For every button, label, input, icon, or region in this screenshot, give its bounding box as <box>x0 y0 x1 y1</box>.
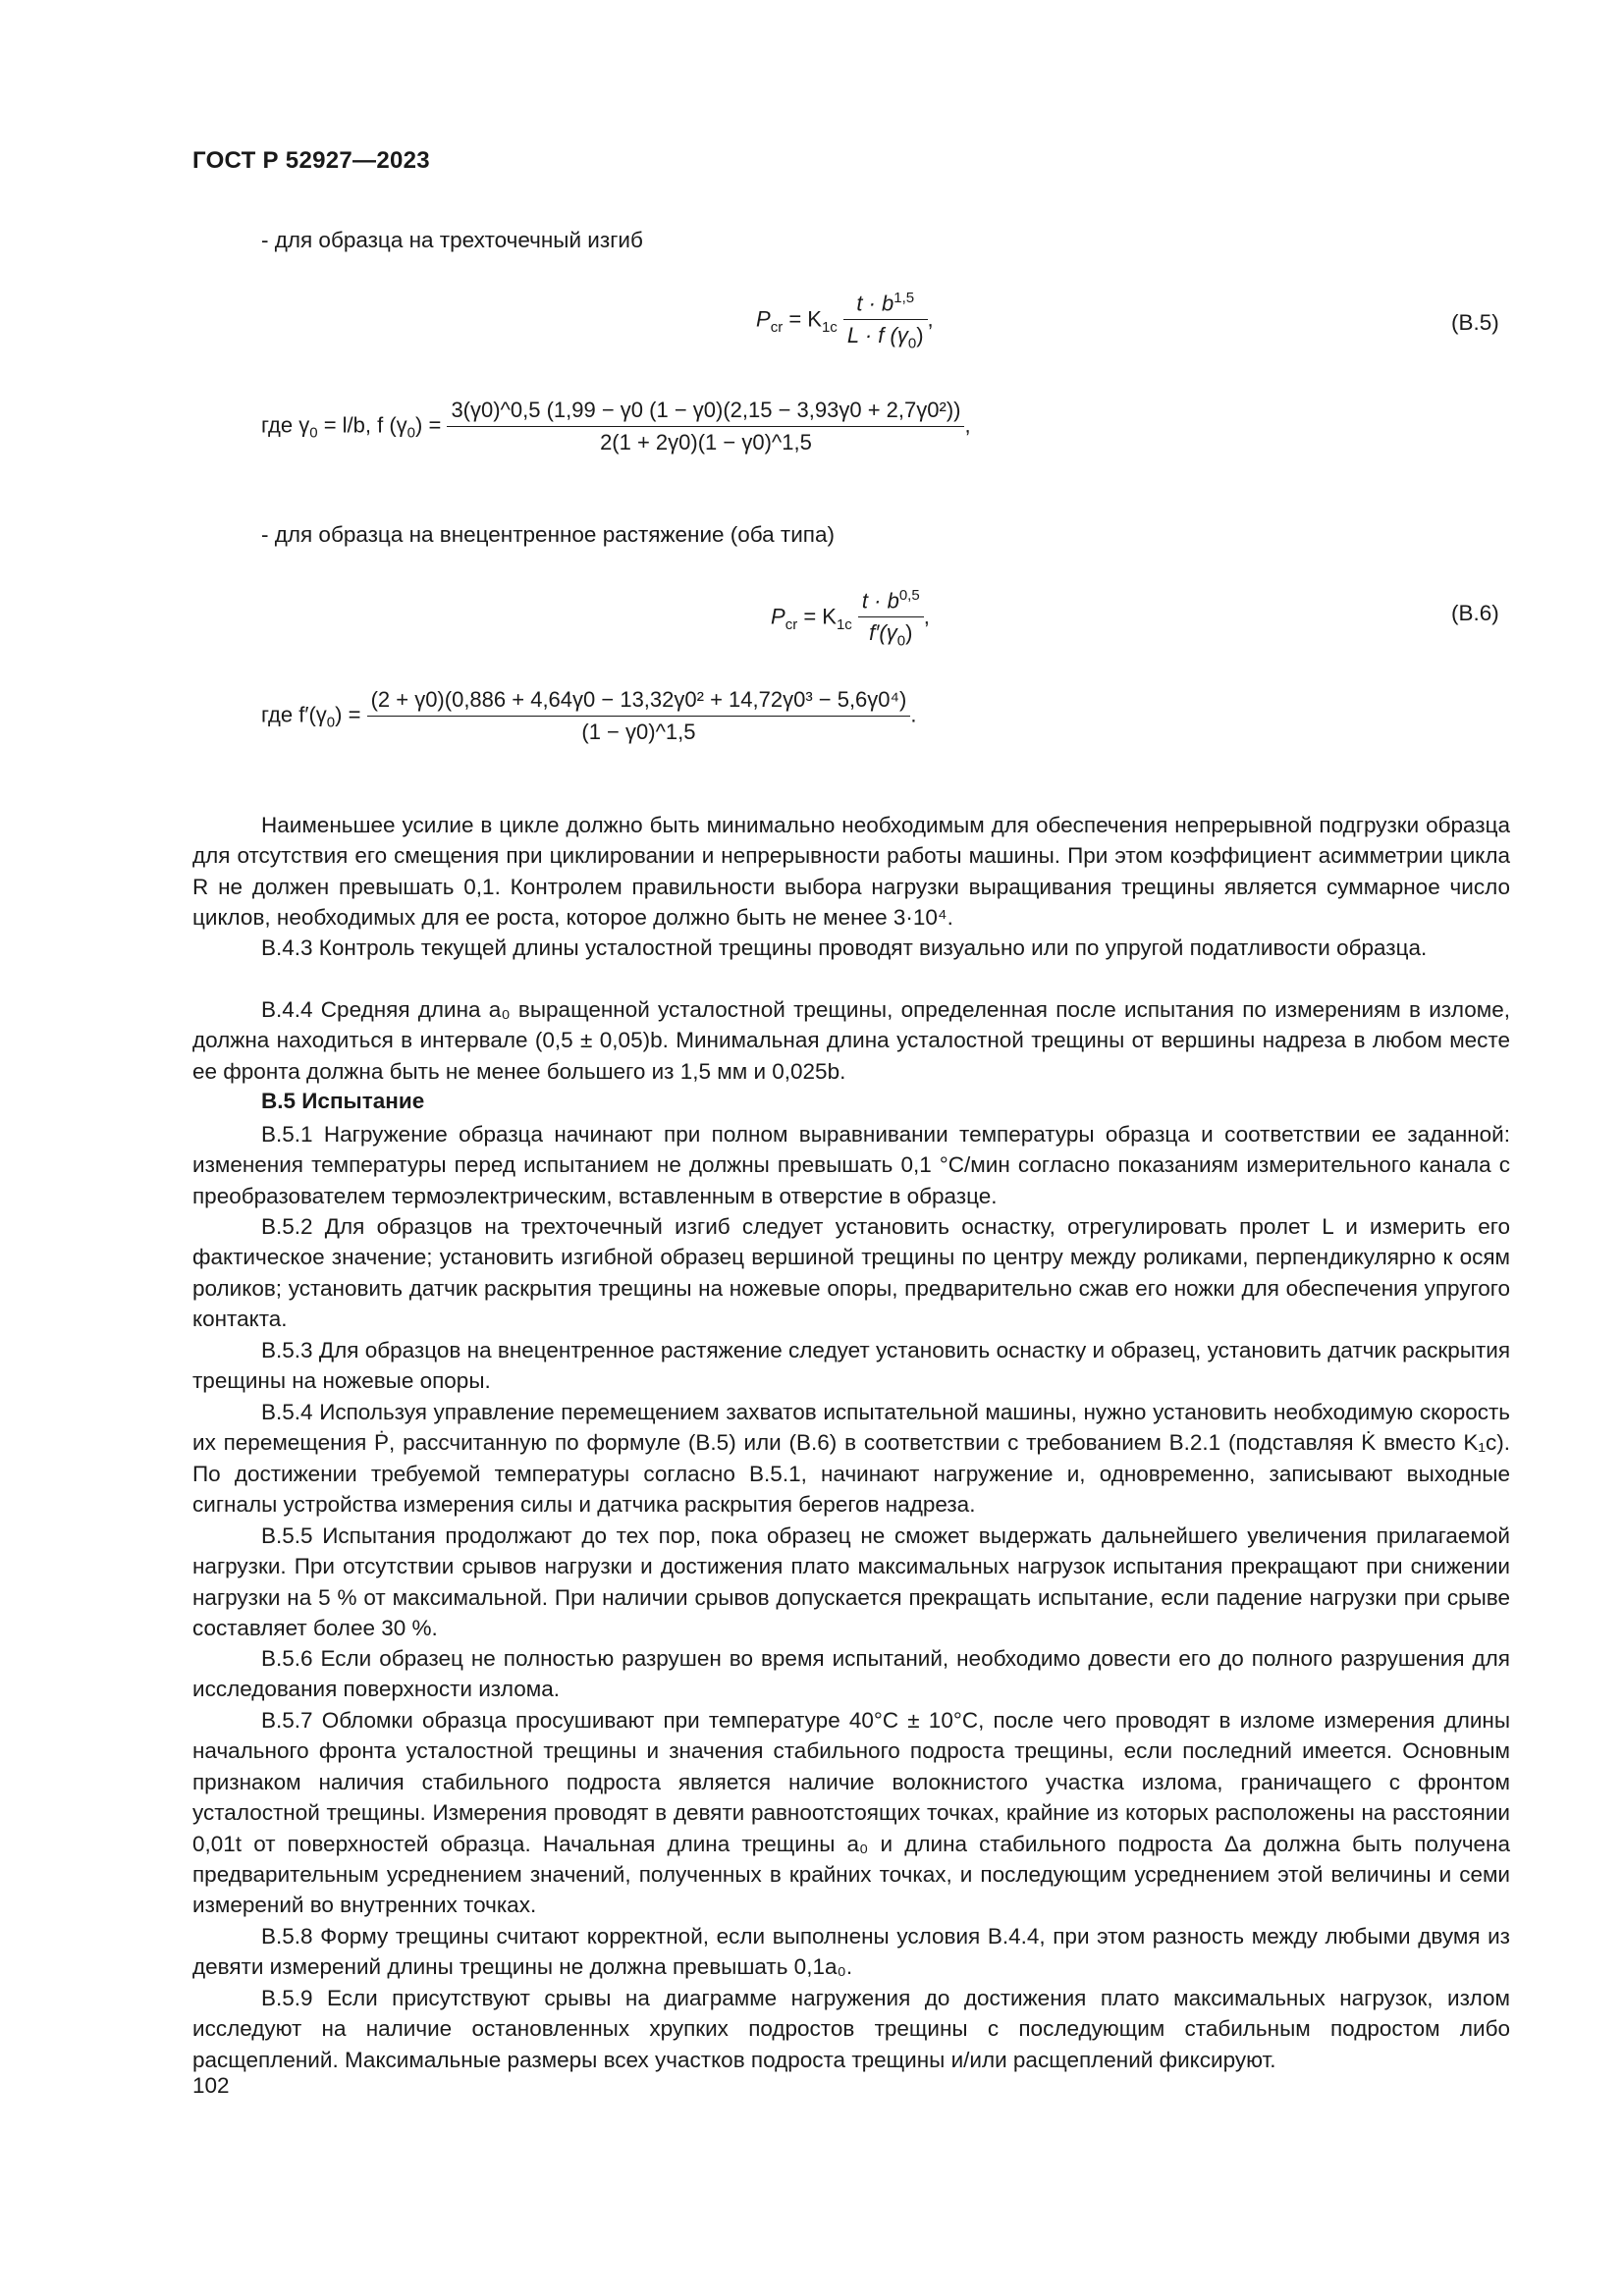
formula-where-b6 <box>261 687 916 745</box>
formula-b6-den-sub: 0 <box>896 632 906 650</box>
where-b5-prefix-sub2: 0 <box>406 424 416 442</box>
where-b6-trail: . <box>910 702 917 727</box>
formula-b6-numerator: t · b <box>861 588 899 614</box>
paragraph-b5-6: В.5.6 Если образец не полностью разрушен во время испытаний, необходимо довести его до полного разрушения для исследования поверхности излома. <box>192 1646 1510 1702</box>
formula-b5-fraction <box>843 290 928 352</box>
formula-b5-numerator-sup: 1,5 <box>893 290 915 306</box>
paragraph-b5-4: В.5.4 Используя управление перемещением захватов испытательной машины, нужно установить необходимую скорость их перемещения Ṗ, рассчитанную по формуле (В.5) или (В.6) в соответствии с требованием В.2.1 (подставляя K̇ вместо K₁c). По достижении требуемой температуры согласно В.5.1, начинают нагружение и, одновременно, записывают выходные сигналы устройства измерения силы и датчика раскрытия берегов надреза. <box>192 1400 1510 1518</box>
paragraph-b4-3: В.4.3 Контроль текущей длины усталостной трещины проводят визуально или по упругой податливости образца. <box>261 935 1428 960</box>
where-b5-denominator: 2(1 + 2γ0)(1 − γ0)^1,5 <box>600 430 812 454</box>
formula-b5-lhs-sub: cr <box>770 319 784 337</box>
where-b5-prefix-close: ) = <box>415 412 442 438</box>
formula-b6-coef: = K <box>803 604 837 629</box>
equation-number-b6: (В.6) <box>1451 601 1499 625</box>
formula-b5-den-sub: 0 <box>907 335 917 352</box>
document-header: ГОСТ Р 52927—2023 <box>192 147 430 174</box>
equation-number-b5: (В.5) <box>1451 310 1499 335</box>
formula-b6 <box>771 587 930 650</box>
where-b6-numerator: (2 + γ0)(0,886 + 4,64γ0 − 13,32γ0² + 14,72γ0³ − 5,6γ0⁴) <box>367 687 911 717</box>
formula-b5-coef: = K <box>788 306 822 332</box>
formula-where-b5 <box>261 398 971 455</box>
paragraph-b5-5: В.5.5 Испытания продолжают до тех пор, пока образец не сможет выдержать дальнейшего увеличения прилагаемой нагрузки. При отсутствии срывов нагрузки и достижения плато максимальных нагрузок испытания прекращают при снижении нагрузки на 5 % от максимальной. При наличии срывов допускается прекращать испытание, если падение нагрузки при срыве составляет более 30 %. <box>192 1523 1510 1641</box>
formula-b5 <box>756 290 934 352</box>
paragraph-b5-1: В.5.1 Нагружение образца начинают при полном выравнивании температуры образца и соответствии ее заданной: изменения температуры перед испытанием не должны превышать 0,1 °С/мин согласно показаниям измерительного канала с преобразователем термоэлектрическим, вставленным в отверстие в образце. <box>192 1122 1510 1208</box>
paragraph-b4-4: В.4.4 Средняя длина a₀ выращенной усталостной трещины, определенная после испытания по измерениям в изломе, должна находиться в интервале (0,5 ± 0,05)b. Минимальная длина усталостной трещины от вершины надреза в любом месте ее фронта должна быть не менее большего из 1,5 мм и 0,025b. <box>192 997 1510 1084</box>
where-b5-fraction <box>447 398 964 455</box>
formula-b6-lhs-sub: cr <box>785 616 798 634</box>
where-b5-prefix-sub: 0 <box>309 424 318 442</box>
formula-b5-trail: , <box>927 306 934 332</box>
where-b5-prefix: где γ <box>261 412 310 438</box>
formula-b5-lhs: P <box>756 306 771 332</box>
formula-b5-coef-sub: 1c <box>821 319 838 337</box>
formula-b6-coef-sub: 1c <box>836 616 852 634</box>
where-b6-denominator: (1 − γ0)^1,5 <box>581 720 696 744</box>
where-b5-numerator: 3(γ0)^0,5 (1,99 − γ0 (1 − γ0)(2,15 − 3,93γ0 + 2,7γ0²)) <box>447 398 964 427</box>
section-heading-b5: В.5 Испытание <box>261 1089 425 1113</box>
formula-b6-den-close: ) <box>905 620 913 646</box>
paragraph-b5-7: В.5.7 Обломки образца просушивают при температуре 40°С ± 10°С, после чего проводят в изломе измерения длины начального фронта усталостной трещины и значения стабильного подроста трещины, если последний имеется. Основным признаком наличия стабильного подроста является наличие волокнистого участка излома, граничащего с фронтом усталостной трещины. Измерения проводят в девяти равноотстоящих точках, крайние из которых расположены на расстоянии 0,01t от поверхностей образца. Начальная длина трещины a₀ и длина стабильного подроста Δa должна быть получена предварительным усреднением значений, полученных в крайних точках, и последующим усреднением этой величины и семи измерений во внутренних точках. <box>192 1708 1510 1918</box>
paragraph-min-load: Наименьшее усилие в цикле должно быть минимально необходимым для обеспечения непрерывной подгрузки образца для отсутствия его смещения при циклировании и непрерывности работы машины. При этом коэффициент асимметрии цикла R не должен превышать 0,1. Контролем правильности выбора нагрузки выращивания трещины является суммарное число циклов, необходимых для ее роста, которое должно быть не менее 3·10⁴. <box>192 813 1510 931</box>
formula-b5-denominator: L · f (γ <box>846 323 908 348</box>
formula-b6-lhs: P <box>771 604 785 629</box>
page-number: 102 <box>192 2073 230 2098</box>
formula-b5-numerator: t · b <box>856 291 894 316</box>
list-item-eccentric: - для образца на внецентренное растяжение (оба типа) <box>261 522 835 547</box>
where-b6-prefix: где f′(γ <box>261 702 327 727</box>
where-b5-prefix-rest: = l/b, f (γ <box>317 412 407 438</box>
paragraph-b5-9: В.5.9 Если присутствуют срывы на диаграмме нагружения до достижения плато максимальных нагрузок, излом исследуют на наличие остановленных хрупких подростов трещины с последующим стабильным подростом либо расщеплений. Максимальные размеры всех участков подроста трещины и/или расщеплений фиксируют. <box>192 1986 1510 2072</box>
paragraph-b5-2: В.5.2 Для образцов на трехточечный изгиб следует установить оснастку, отрегулировать пролет L и измерить его фактическое значение; установить изгибной образец вершиной трещины по центру между роликами, перпендикулярно к осям роликов; установить датчик раскрытия трещины на ножевые опоры, предварительно сжав его ножки для обеспечения упругого контакта. <box>192 1214 1510 1332</box>
formula-b6-denominator: f′(γ <box>869 620 897 646</box>
where-b6-prefix-sub: 0 <box>326 714 336 731</box>
formula-b5-den-close: ) <box>916 323 924 348</box>
where-b5-trail: , <box>964 412 971 438</box>
formula-b6-trail: , <box>923 604 930 629</box>
formula-b6-numerator-sup: 0,5 <box>898 587 920 604</box>
formula-b6-fraction <box>858 587 924 650</box>
paragraph-b5-3: В.5.3 Для образцов на внецентренное растяжение следует установить оснастку и образец, установить датчик раскрытия трещины на ножевые опоры. <box>192 1338 1510 1394</box>
paragraph-b5-8: В.5.8 Форму трещины считают корректной, если выполнены условия В.4.4, при этом разность между любыми двумя из девяти измерений длины трещины не должна превышать 0,1a₀. <box>192 1924 1510 1980</box>
where-b6-fraction <box>367 687 911 745</box>
list-item-three-point: - для образца на трехточечный изгиб <box>261 228 643 252</box>
where-b6-prefix-close: ) = <box>335 702 361 727</box>
